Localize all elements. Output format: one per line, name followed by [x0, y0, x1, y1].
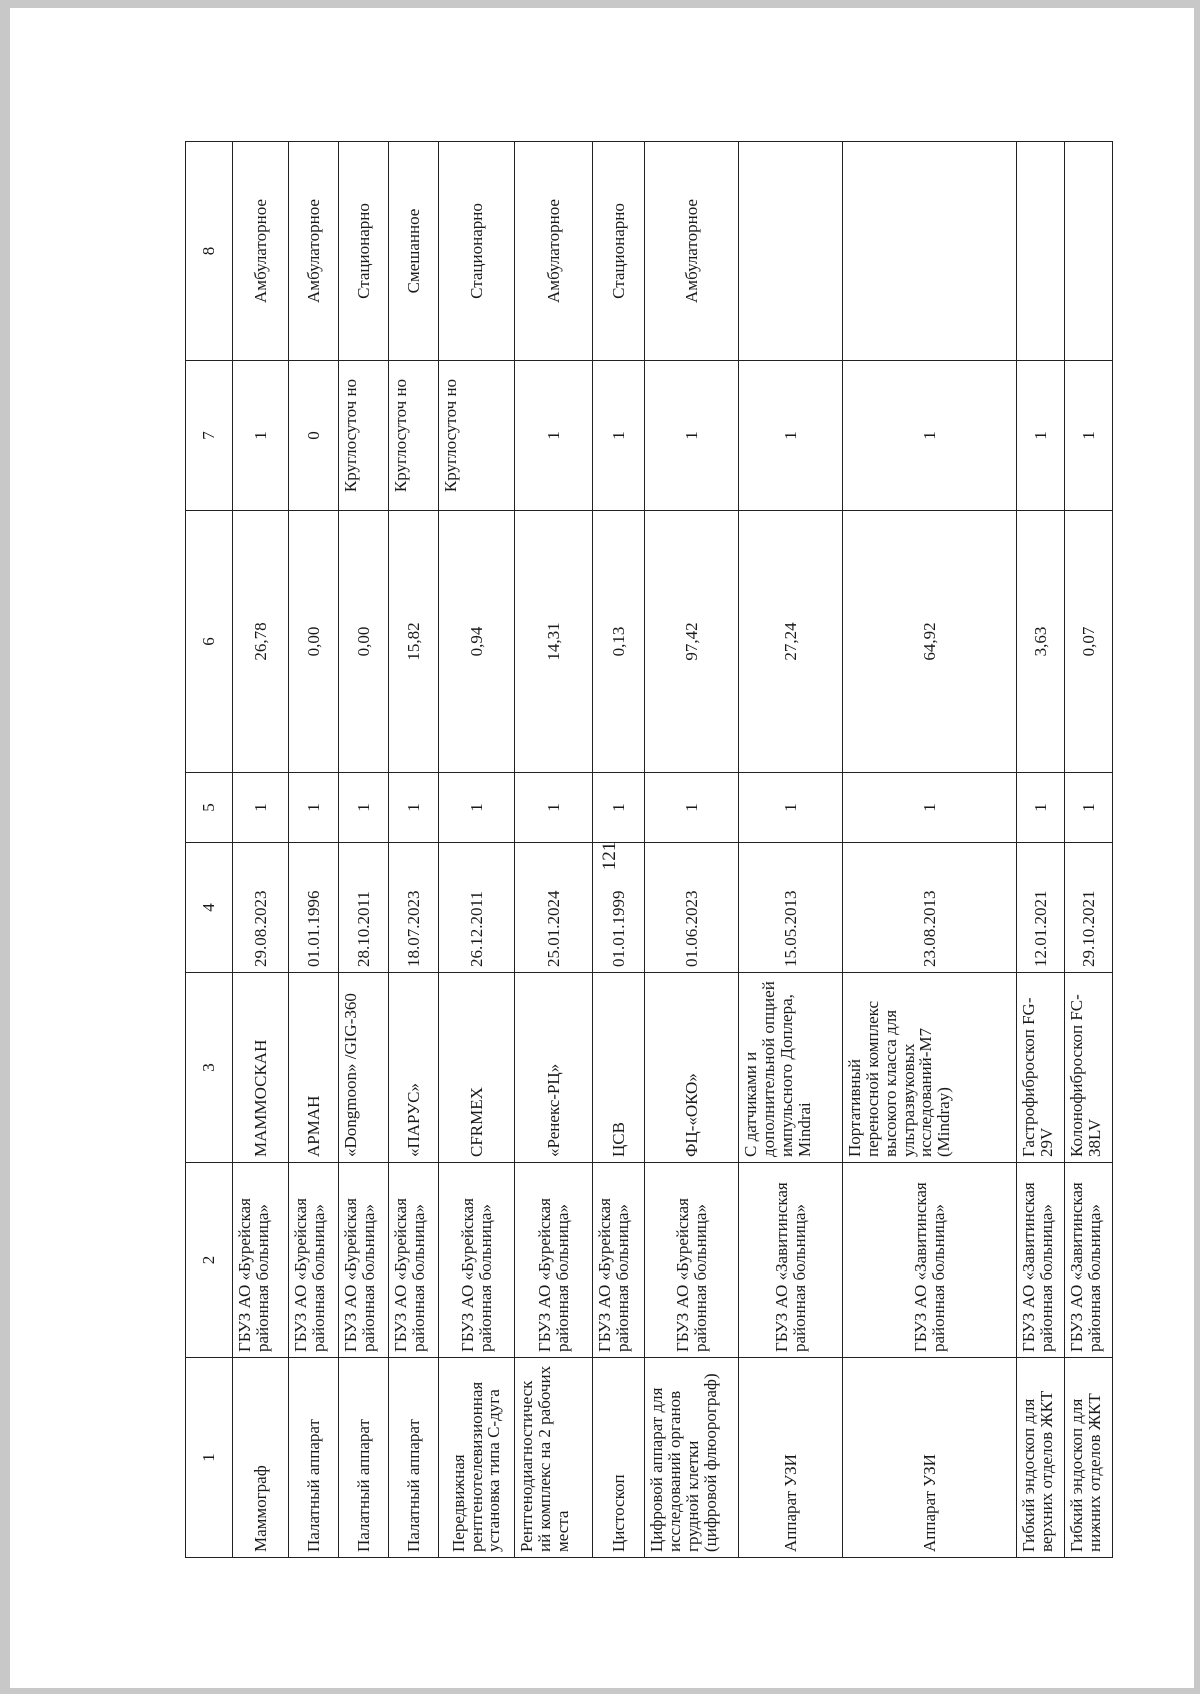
mode-cell: Амбулаторное: [645, 142, 739, 361]
value-cell: 97,42: [645, 511, 739, 773]
shift-cell: 1: [843, 361, 1017, 511]
organization-cell: ГБУЗ АО «Бурейская районная больница»: [593, 1163, 645, 1358]
model-cell: «Dongmoon» /GIG-360: [339, 973, 389, 1163]
value-cell: 0,00: [289, 511, 339, 773]
header-cell: 3: [186, 973, 233, 1163]
value-cell: 14,31: [515, 511, 593, 773]
model-cell: С датчиками и дополнительной опцией импульсного Доплера, Mindrai: [739, 973, 843, 1163]
quantity-cell: 1: [843, 773, 1017, 843]
mode-cell: Стационарно: [593, 142, 645, 361]
shift-cell: Круглосуточ но: [389, 361, 439, 511]
value-cell: 0,13: [593, 511, 645, 773]
value-cell: 15,82: [389, 511, 439, 773]
table-header-row: [186, 142, 233, 1558]
table-row: [339, 142, 389, 1558]
table-row: [843, 142, 1017, 1558]
table-row: [389, 142, 439, 1558]
value-cell: 27,24: [739, 511, 843, 773]
organization-cell: ГБУЗ АО «Завитинская районная больница»: [1017, 1163, 1065, 1358]
organization-cell: ГБУЗ АО «Бурейская районная больница»: [289, 1163, 339, 1358]
header-cell: 6: [186, 511, 233, 773]
equipment-name-cell: Аппарат УЗИ: [843, 1358, 1017, 1558]
quantity-cell: 1: [289, 773, 339, 843]
table-row: [515, 142, 593, 1558]
model-cell: Гастрофиброскоп FG-29V: [1017, 973, 1065, 1163]
organization-cell: ГБУЗ АО «Бурейская районная больница»: [439, 1163, 515, 1358]
model-cell: CFRMEX: [439, 973, 515, 1163]
date-cell: 28.10.2011: [339, 843, 389, 973]
quantity-cell: 1: [389, 773, 439, 843]
mode-cell: Амбулаторное: [515, 142, 593, 361]
header-cell: 4: [186, 843, 233, 973]
quantity-cell: 1: [645, 773, 739, 843]
header-cell: 1: [186, 1358, 233, 1558]
table-row: [645, 142, 739, 1558]
date-cell: 25.01.2024: [515, 843, 593, 973]
date-cell: 01.01.1999: [593, 843, 645, 973]
mode-cell: [843, 142, 1017, 361]
equipment-name-cell: Аппарат УЗИ: [739, 1358, 843, 1558]
organization-cell: ГБУЗ АО «Бурейская районная больница»: [645, 1163, 739, 1358]
equipment-name-cell: Цистоскоп: [593, 1358, 645, 1558]
date-cell: 29.08.2023: [233, 843, 289, 973]
equipment-name-cell: Палатный аппарат: [389, 1358, 439, 1558]
quantity-cell: 1: [1017, 773, 1065, 843]
date-cell: 29.10.2021: [1065, 843, 1113, 973]
shift-cell: Круглосуточ но: [439, 361, 515, 511]
header-cell: 2: [186, 1163, 233, 1358]
mode-cell: Стационарно: [339, 142, 389, 361]
equipment-name-cell: Палатный аппарат: [289, 1358, 339, 1558]
table-row: [593, 142, 645, 1558]
value-cell: 64,92: [843, 511, 1017, 773]
quantity-cell: 1: [233, 773, 289, 843]
model-cell: ФЦ-«ОКО»: [645, 973, 739, 1163]
table-row: [1017, 142, 1065, 1558]
mode-cell: Стационарно: [439, 142, 515, 361]
table-row: [233, 142, 289, 1558]
date-cell: 23.08.2013: [843, 843, 1017, 973]
header-cell: 8: [186, 142, 233, 361]
page-number: 121: [599, 841, 620, 871]
date-cell: 01.06.2023: [645, 843, 739, 973]
header-cell: 7: [186, 361, 233, 511]
value-cell: 3,63: [1017, 511, 1065, 773]
quantity-cell: 1: [339, 773, 389, 843]
table-row: [1065, 142, 1113, 1558]
model-cell: МАММОСКАН: [233, 973, 289, 1163]
organization-cell: ГБУЗ АО «Завитинская районная больница»: [739, 1163, 843, 1358]
mode-cell: [739, 142, 843, 361]
equipment-table: [185, 141, 1113, 1558]
date-cell: 01.01.1996: [289, 843, 339, 973]
shift-cell: 1: [593, 361, 645, 511]
date-cell: 26.12.2011: [439, 843, 515, 973]
equipment-name-cell: Рентгенодиагностическ ий комплекс на 2 рабочих места: [515, 1358, 593, 1558]
shift-cell: 1: [1017, 361, 1065, 511]
header-cell: 5: [186, 773, 233, 843]
organization-cell: ГБУЗ АО «Завитинская районная больница»: [1065, 1163, 1113, 1358]
shift-cell: 1: [739, 361, 843, 511]
value-cell: 0,07: [1065, 511, 1113, 773]
table-row: [739, 142, 843, 1558]
mode-cell: Смешанное: [389, 142, 439, 361]
organization-cell: ГБУЗ АО «Бурейская районная больница»: [515, 1163, 593, 1358]
value-cell: 0,94: [439, 511, 515, 773]
document-page: [10, 8, 1194, 1688]
quantity-cell: 1: [439, 773, 515, 843]
mode-cell: Амбулаторное: [233, 142, 289, 361]
date-cell: 12.01.2021: [1017, 843, 1065, 973]
value-cell: 26,78: [233, 511, 289, 773]
quantity-cell: 1: [515, 773, 593, 843]
model-cell: «Ренекс-РЦ»: [515, 973, 593, 1163]
quantity-cell: 1: [739, 773, 843, 843]
value-cell: 0,00: [339, 511, 389, 773]
table-row: [439, 142, 515, 1558]
rotated-table-wrapper: [185, 142, 1104, 1558]
model-cell: Колонофиброскоп FC-38LV: [1065, 973, 1113, 1163]
shift-cell: 1: [515, 361, 593, 511]
shift-cell: Круглосуточ но: [339, 361, 389, 511]
organization-cell: ГБУЗ АО «Бурейская районная больница»: [389, 1163, 439, 1358]
date-cell: 15.05.2013: [739, 843, 843, 973]
equipment-name-cell: Цифровой аппарат для исследований органов грудной клетки (цифровой флюорограф): [645, 1358, 739, 1558]
equipment-name-cell: Палатный аппарат: [339, 1358, 389, 1558]
shift-cell: 1: [1065, 361, 1113, 511]
shift-cell: 1: [645, 361, 739, 511]
table-row: [289, 142, 339, 1558]
model-cell: ЦСВ: [593, 973, 645, 1163]
organization-cell: ГБУЗ АО «Бурейская районная больница»: [233, 1163, 289, 1358]
shift-cell: 1: [233, 361, 289, 511]
equipment-name-cell: Маммограф: [233, 1358, 289, 1558]
quantity-cell: 1: [593, 773, 645, 843]
model-cell: АРМАН: [289, 973, 339, 1163]
shift-cell: 0: [289, 361, 339, 511]
mode-cell: [1065, 142, 1113, 361]
equipment-name-cell: Передвижная рентгенотелевизионная установка типа С-дуга: [439, 1358, 515, 1558]
mode-cell: [1017, 142, 1065, 361]
model-cell: «ПАРУС»: [389, 973, 439, 1163]
organization-cell: ГБУЗ АО «Завитинская районная больница»: [843, 1163, 1017, 1358]
equipment-name-cell: Гибкий эндоскоп для нижних отделов ЖКТ: [1065, 1358, 1113, 1558]
quantity-cell: 1: [1065, 773, 1113, 843]
organization-cell: ГБУЗ АО «Бурейская районная больница»: [339, 1163, 389, 1358]
equipment-name-cell: Гибкий эндоскоп для верхних отделов ЖКТ: [1017, 1358, 1065, 1558]
date-cell: 18.07.2023: [389, 843, 439, 973]
mode-cell: Амбулаторное: [289, 142, 339, 361]
model-cell: Портативный переносной комплекс высокого класса для ультразвуковых исследований-M7 (Mindray): [843, 973, 1017, 1163]
